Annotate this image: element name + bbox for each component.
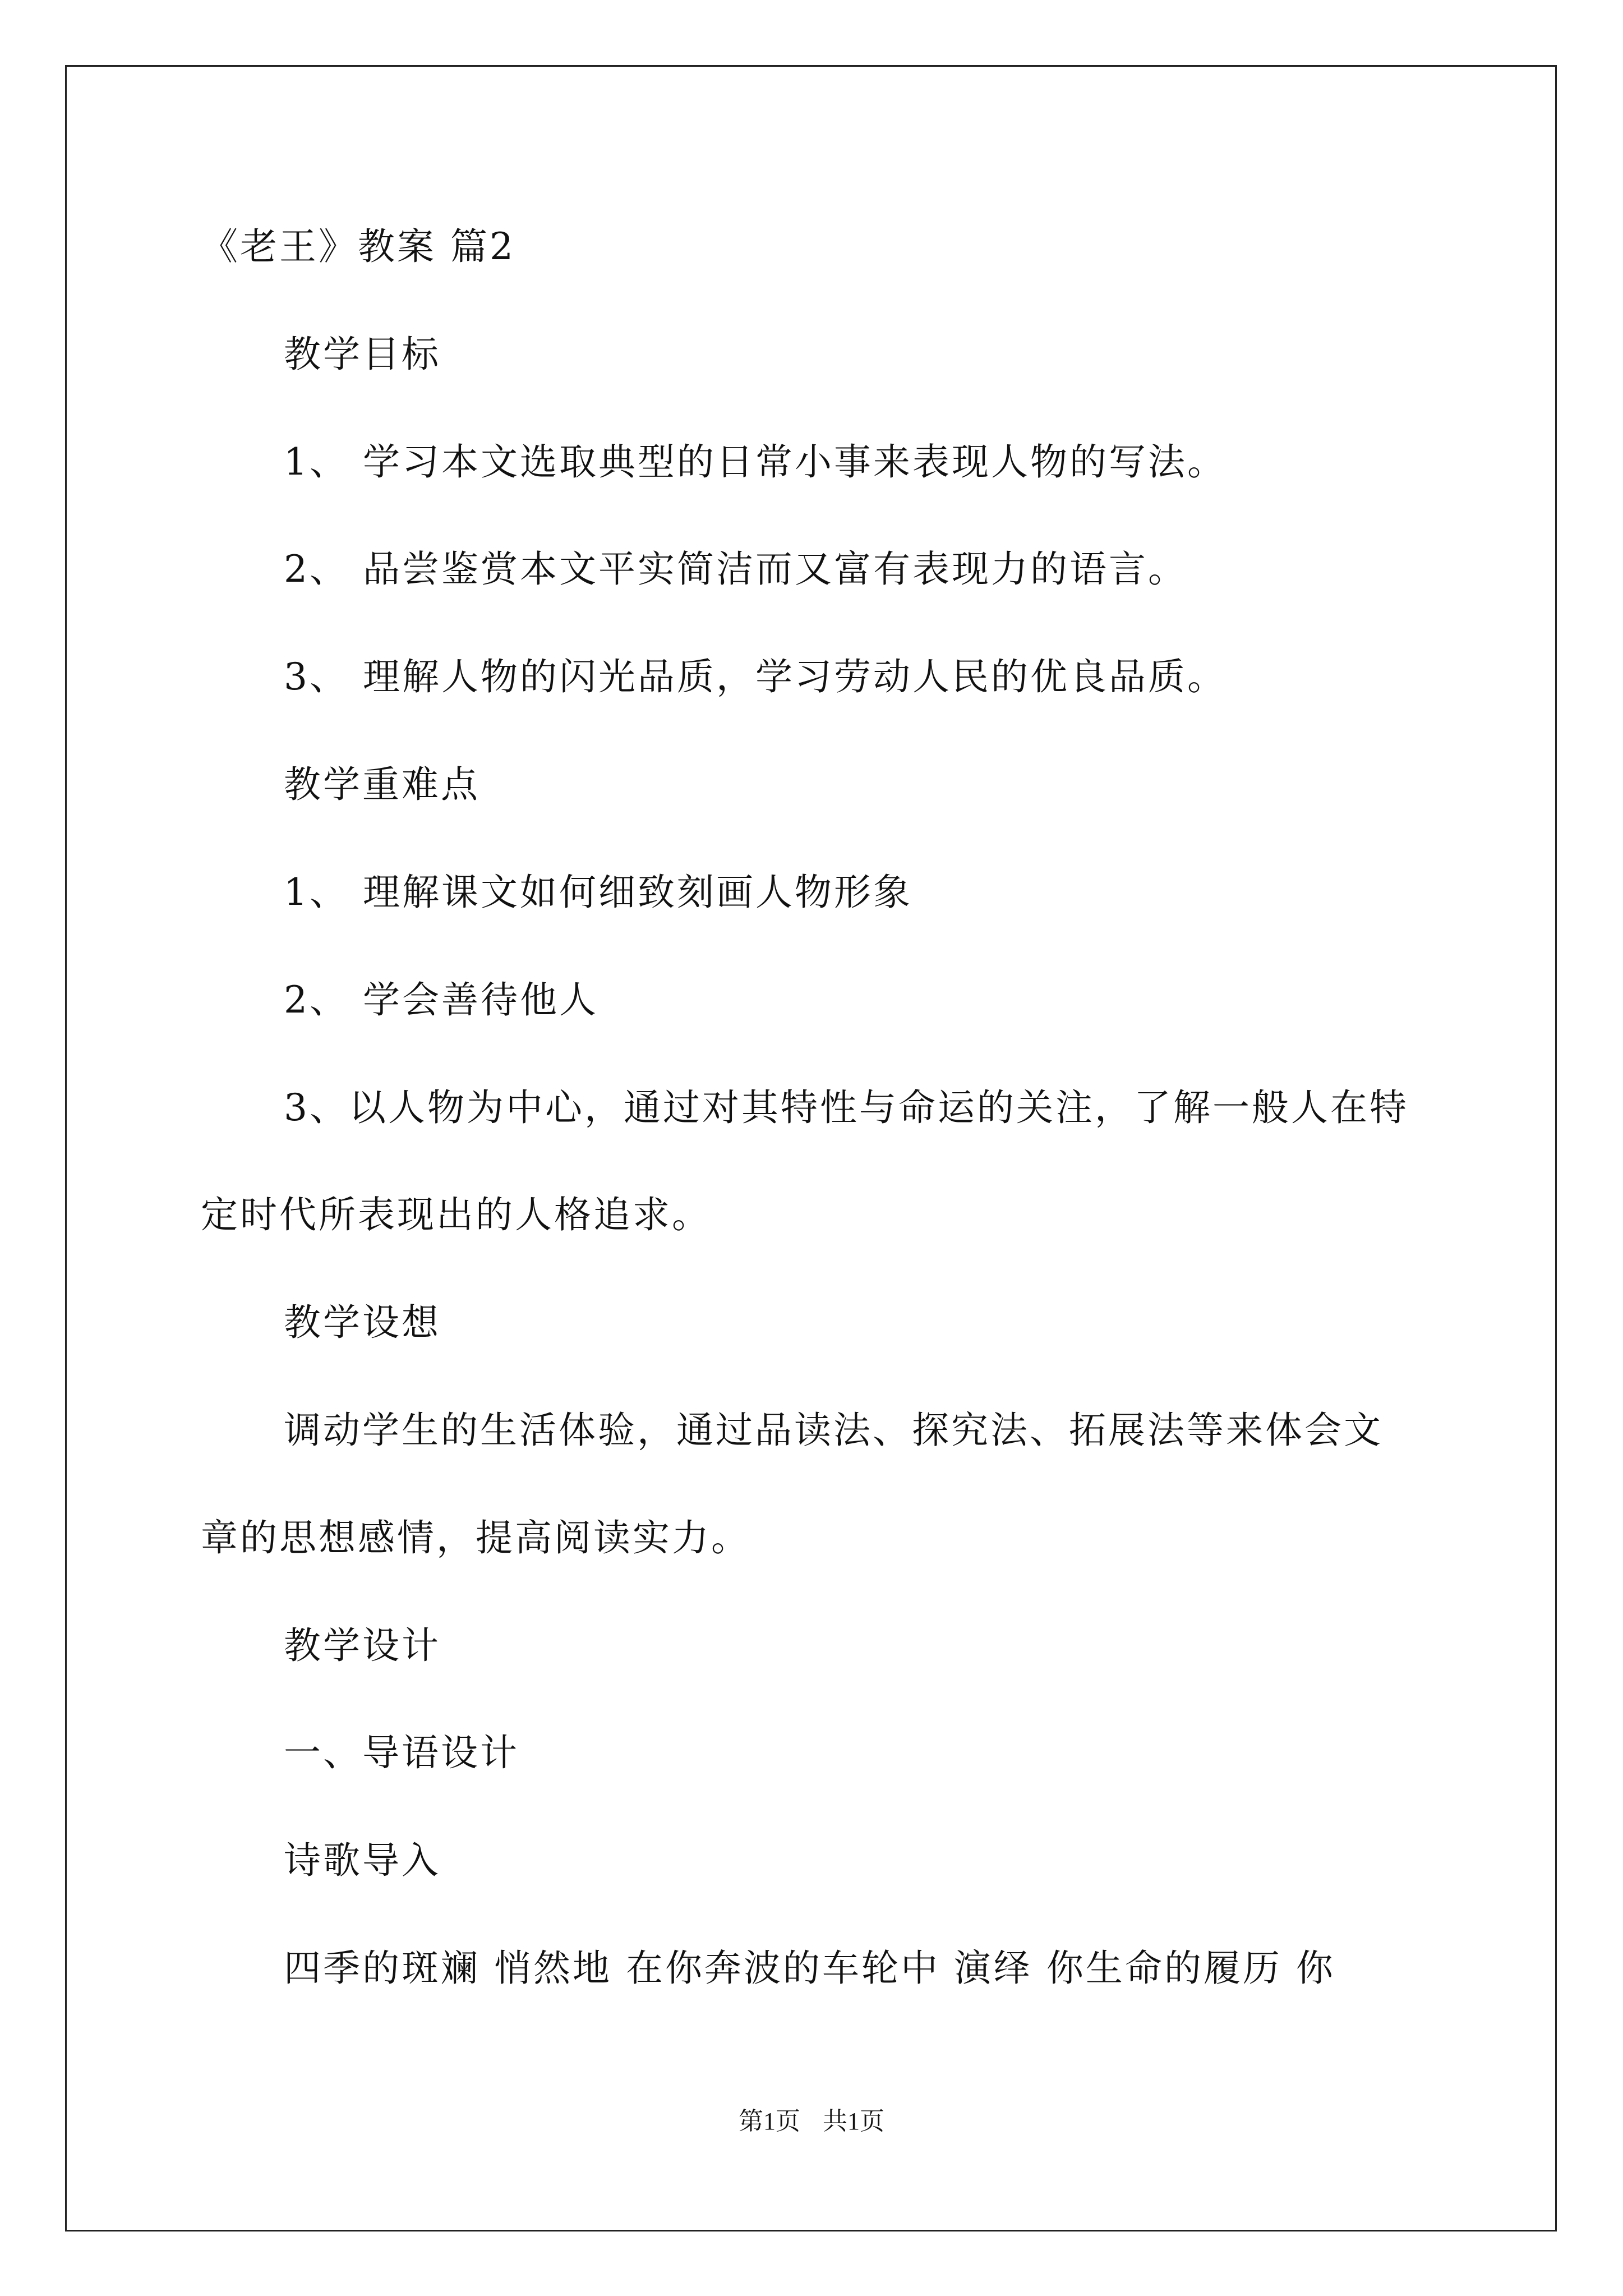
poem-line: 四季的斑斓 悄然地 在你奔波的车轮中 演绎 你生命的履历 你 bbox=[284, 1947, 1335, 1990]
key-point-item-2: 2、 学会善待他人 bbox=[284, 978, 598, 1022]
page-number-current: 第1页 bbox=[739, 2108, 800, 2135]
page-footer bbox=[0, 2106, 1623, 2137]
document-title: 《老王》教案 篇2 bbox=[201, 225, 515, 268]
page-number-total: 共1页 bbox=[823, 2108, 884, 2135]
key-point-item-3-line-1: 3、以人物为中心，通过对其特性与命运的关注，了解一般人在特 bbox=[284, 1086, 1409, 1129]
objective-item-3: 3、 理解人物的闪光品质，学习劳动人民的优良品质。 bbox=[284, 655, 1227, 698]
page-border bbox=[65, 65, 1557, 2231]
subsection-heading-intro: 一、导语设计 bbox=[284, 1731, 519, 1774]
key-point-item-3-line-2: 定时代所表现出的人格追求。 bbox=[201, 1193, 711, 1236]
key-point-item-1: 1、 理解课文如何细致刻画人物形象 bbox=[284, 871, 912, 914]
intro-method: 诗歌导入 bbox=[284, 1839, 441, 1882]
objective-item-1: 1、 学习本文选取典型的日常小事来表现人物的写法。 bbox=[284, 440, 1227, 484]
design-idea-line-1: 调动学生的生活体验，通过品读法、探究法、拓展法等来体会文 bbox=[284, 1409, 1383, 1452]
section-heading-key-points: 教学重难点 bbox=[284, 763, 480, 806]
objective-item-2: 2、 品尝鉴赏本文平实简洁而又富有表现力的语言。 bbox=[284, 547, 1187, 591]
design-idea-line-2: 章的思想感情，提高阅读实力。 bbox=[201, 1516, 750, 1559]
section-heading-teaching-design: 教学设计 bbox=[284, 1624, 441, 1667]
section-heading-objectives: 教学目标 bbox=[284, 333, 441, 376]
section-heading-design-idea: 教学设想 bbox=[284, 1301, 441, 1344]
